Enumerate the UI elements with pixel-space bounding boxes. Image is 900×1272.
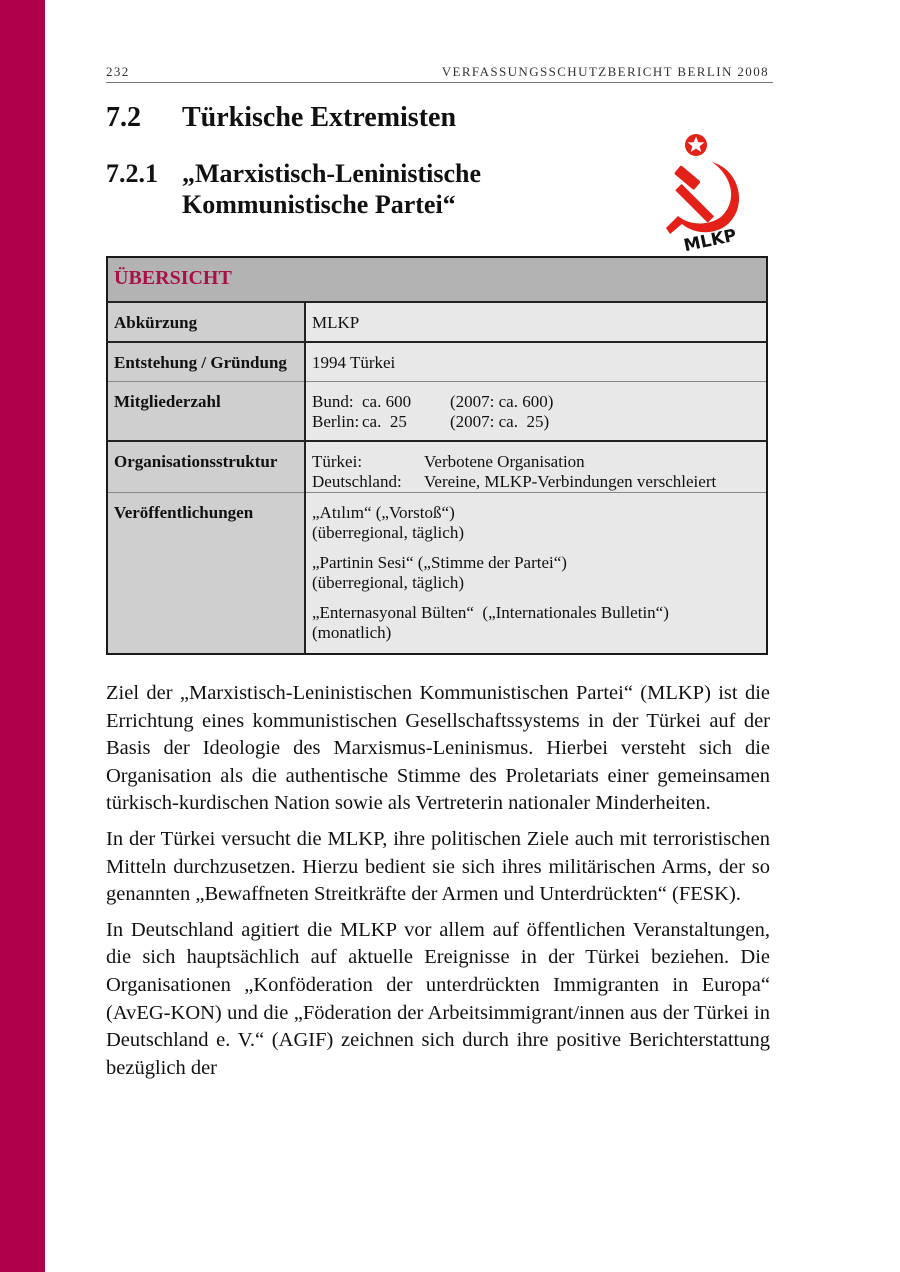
svg-text:MLKP: MLKP bbox=[682, 225, 739, 256]
subsection-title-line1: „Marxistisch-Leninistische bbox=[182, 159, 481, 188]
member-count: ca. 25 bbox=[362, 411, 407, 431]
table-row bbox=[107, 493, 767, 655]
table-row bbox=[107, 302, 767, 342]
member-count-previous: (2007: ca. 25) bbox=[450, 411, 550, 431]
hammer-sickle-star-icon bbox=[660, 128, 760, 256]
publication-title: „Partinin Sesi“ („Stimme der Partei“) bbox=[312, 553, 567, 572]
row-value bbox=[305, 381, 767, 441]
body-text bbox=[106, 680, 770, 1090]
structure-country: Deutschland: bbox=[312, 472, 402, 491]
overview-header bbox=[107, 257, 767, 302]
row-label: Veröffentlichungen bbox=[107, 493, 305, 655]
overview-header-label: ÜBERSICHT bbox=[114, 267, 232, 289]
subsection-title bbox=[182, 158, 481, 220]
row-value: 1994 Türkei bbox=[305, 342, 767, 381]
section-title: Türkische Extremisten bbox=[182, 102, 457, 133]
paragraph: In der Türkei versucht die MLKP, ihre politischen Ziele auch mit terroristischen Mitteln durchzusetzen. Hierzu bedient sie sich ihres militärischen Arms, der so genannten „Bewaffneten Streitkräfte der Armen und Unterdrückten“ (FESK). bbox=[106, 827, 770, 906]
row-label: Abkürzung bbox=[107, 302, 305, 342]
running-title: VERFASSUNGSSCHUTZBERICHT BERLIN 2008 bbox=[441, 64, 769, 79]
publication-title: „Enternasyonal Bülten“ („Internationales Bulletin“) bbox=[312, 603, 669, 622]
mlkp-logo bbox=[660, 128, 760, 256]
member-region: Bund: bbox=[312, 391, 354, 411]
publication-frequency: (überregional, täglich) bbox=[312, 573, 464, 592]
table-row bbox=[107, 381, 767, 441]
row-value bbox=[305, 493, 767, 655]
overview-table bbox=[106, 256, 768, 655]
structure-description: Verbotene Organisation bbox=[424, 452, 585, 471]
structure-description: Vereine, MLKP-Verbindungen verschleiert bbox=[424, 472, 717, 491]
row-label: Entstehung / Gründung bbox=[107, 342, 305, 381]
subsection-number: 7.2.1 bbox=[106, 159, 158, 188]
member-count: ca. 600 bbox=[362, 391, 412, 411]
running-header bbox=[106, 62, 773, 83]
row-value bbox=[305, 441, 767, 493]
subsection-title-line2: Kommunistische Partei“ bbox=[182, 190, 456, 219]
publication-frequency: (überregional, täglich) bbox=[312, 523, 464, 542]
member-count-previous: (2007: ca. 600) bbox=[450, 391, 554, 411]
publication-item bbox=[312, 553, 760, 593]
member-count-grid bbox=[312, 392, 760, 432]
structure-country: Türkei: bbox=[312, 452, 363, 471]
member-region: Berlin: bbox=[312, 411, 360, 431]
section-number: 7.2 bbox=[106, 102, 141, 133]
publication-item bbox=[312, 503, 760, 543]
paragraph: In Deutschland agitiert die MLKP vor allem auf öffentlichen Veranstaltungen, die sich hauptsächlich auf aktuelle Ereignisse in der Türkei beziehen. Die Organisationen „Konföderation der unterdrückten Immigranten in Europa“ (AvEG-KON) und die „Föderation der Arbeitsimmigrant/innen aus der Türkei in Deutschland e. V.“ (AGIF) zeichnen sich durch ihre positive Berichterstattung bezüglich der bbox=[106, 918, 770, 1079]
table-row bbox=[107, 342, 767, 381]
row-label: Mitgliederzahl bbox=[107, 381, 305, 441]
publication-frequency: (monatlich) bbox=[312, 623, 392, 642]
page-edge-color-bar bbox=[0, 0, 45, 1272]
row-value: MLKP bbox=[305, 302, 767, 342]
paragraph: Ziel der „Marxistisch-Leninistischen Kommunistischen Partei“ (MLKP) ist die Errichtung eines kommunistischen Gesellschaftssystems in der Türkei auf der Basis der Ideologie des Marxismus-Leninismus. Hierbei versteht sich die Organisation als die authentische Stimme des Proletariats einer gemeinsamen türkisch-kurdischen Nation sowie als Vertreterin nationaler Minderheiten. bbox=[106, 682, 770, 815]
publication-item bbox=[312, 603, 760, 643]
row-label: Organisationsstruktur bbox=[107, 441, 305, 493]
publication-title: „Atılım“ („Vorstoß“) bbox=[312, 503, 455, 522]
table-row bbox=[107, 441, 767, 493]
structure-grid bbox=[312, 452, 760, 492]
page-number: 232 bbox=[106, 64, 130, 79]
